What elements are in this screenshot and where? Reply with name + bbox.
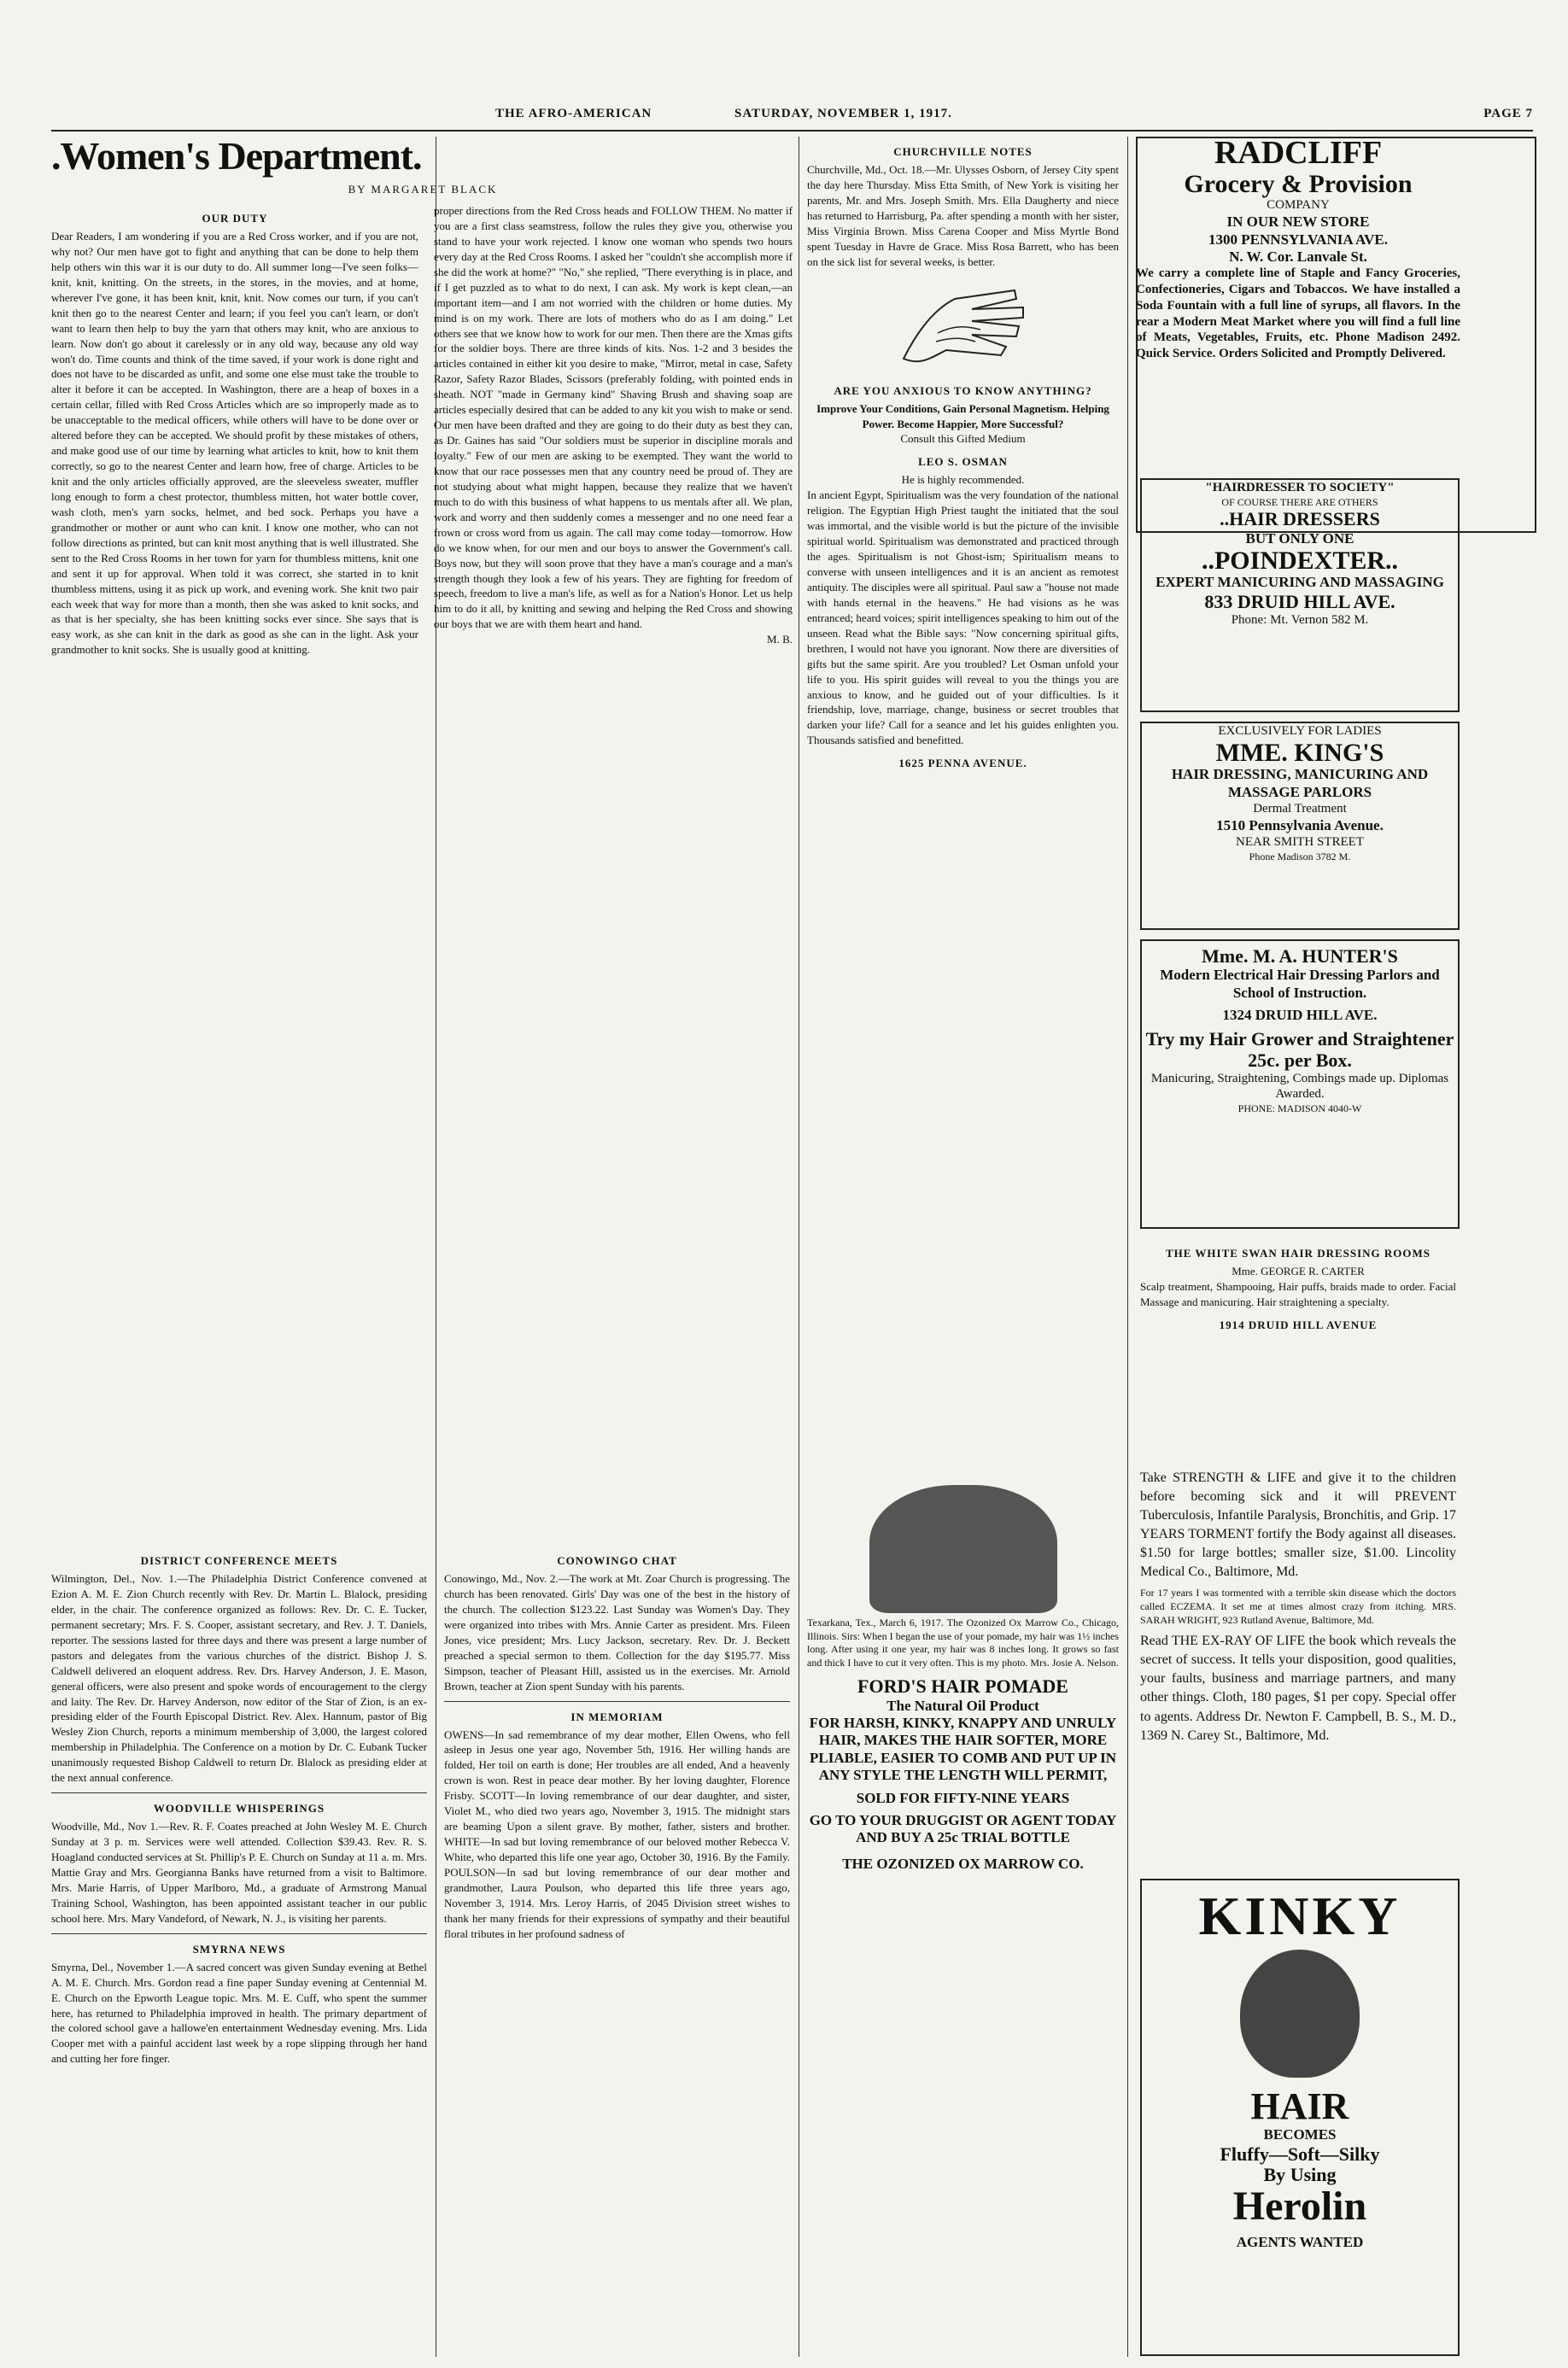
column-2-news — [444, 1546, 790, 2357]
osman-note: He is highly recommended. — [901, 473, 1025, 487]
hunter-svc: Manicuring, Straightening, Combings made up. Diplomas Awarded. — [1150, 1071, 1449, 1102]
herolin-using: Using — [1290, 2163, 1337, 2185]
king-near: NEAR SMITH STREET — [1236, 835, 1364, 850]
strength-xray: Read THE EX-RAY OF LIFE the book which reveals the secret of success. It tells your disposition, good qualities, your faults, business and marriage partners, and many other things. Cloth, 180 pages, $1 per copy. Special offer to agents. Address Dr. Newton F. Campbell, B. S., M. D., 1369 N. Carey St., Baltimore, Md. — [1140, 1634, 1456, 1743]
column-3-top — [807, 137, 1119, 1469]
whiteswan-name: Mme. GEORGE R. CARTER — [1232, 1265, 1365, 1278]
womens-department — [51, 137, 794, 1520]
page-number: PAGE 7 — [1483, 107, 1533, 120]
memoriam-title: IN MEMORIAM — [570, 1710, 664, 1723]
hunter-sub: Modern Electrical Hair Dressing Parlors and School of Instruction. — [1160, 967, 1440, 1001]
king-phone: Phone Madison 3782 M. — [1249, 850, 1351, 862]
poindexter-tag2: OF COURSE THERE ARE OTHERS — [1221, 495, 1378, 508]
ozonized-years: SOLD FOR FIFTY-NINE YEARS — [856, 1789, 1070, 1806]
poindexter-tag: "HAIRDRESSER TO SOCIETY" — [1205, 481, 1395, 494]
poindexter-svc: EXPERT MANICURING AND MASSAGING — [1156, 574, 1444, 591]
herolin-by: By — [1263, 2163, 1286, 2185]
churchville-text: Churchville, Md., Oct. 18.—Mr. Ulysses Osborn, of Jersey City spent the day here Thursday. Miss Etta Smith, of New York is visiting her parents, Mr. and Mrs. Joseph Smith. Mrs. Ella Daugherty and niece has returned to Harrisburg, Pa. after spending a month with her sister, Miss Virginia Brown. Miss Carena Cooper and Miss Myrtle Bond spent Tuesday in Havre de Grace. Miss Rosa Barrett, who has been on the sick list for several weeks, is better. — [807, 163, 1119, 268]
herolin-name: Herolin — [1232, 2184, 1367, 2230]
whiteswan-ad — [1140, 1238, 1456, 1460]
paper-name: THE AFRO-AMERICAN — [495, 107, 652, 120]
king-derm: Dermal Treatment — [1253, 802, 1347, 816]
radcliff-store: IN OUR NEW STORE — [1226, 213, 1370, 231]
radcliff-title: RADCLIFF — [1214, 137, 1383, 171]
osman-address: 1625 PENNA AVENUE. — [898, 757, 1027, 770]
hunter-addr: 1324 DRUID HILL AVE. — [1222, 1006, 1378, 1023]
womens-byline: BY MARGARET BLACK — [348, 183, 498, 196]
whiteswan-title: THE WHITE SWAN HAIR DRESSING ROOMS — [1165, 1247, 1431, 1260]
osman-sub: Improve Your Conditions, Gain Personal Magnetism. Helping Power. Become Happier, More Successful? — [816, 401, 1109, 430]
palm-hand-icon — [886, 273, 1040, 376]
radcliff-text: We carry a complete line of Staple and Fancy Groceries, Confectioneries, Cigars and Tobaccos. We have installed a Soda Fountain with a full line of syrups, all flavors. In the rear a Modern Meat Market where you will find a full line of Meats, Vegetables, Fruits, etc. Phone Madison 2492. Quick Service. Orders Solicited and Promptly Delivered. — [1136, 266, 1460, 361]
herolin-hair: HAIR — [1250, 2085, 1349, 2128]
herolin-fluffy: Fluffy—Soft—Silky — [1220, 2143, 1380, 2165]
ozonized-pitch: FOR HARSH, KINKY, KNAPPY AND UNRULY HAIR, MAKES THE HAIR SOFTER, MORE PLIABLE, EASIER TO COMB AND PUT UP IN ANY STYLE THE LENGTH WILL PERMIT, — [809, 1714, 1117, 1784]
herolin-agents: AGENTS WANTED — [1236, 2233, 1364, 2250]
poindexter-phone: Phone: Mt. Vernon 582 M. — [1231, 613, 1369, 627]
poindexter-name: ..POINDEXTER.. — [1201, 546, 1399, 575]
radcliff-title2: Grocery & Provision — [1184, 169, 1413, 198]
radcliff-address: 1300 PENNSYLVANIA AVE. — [1208, 231, 1388, 248]
osman-title: ARE YOU ANXIOUS TO KNOW ANYTHING? — [834, 383, 1092, 397]
hunter-name: Mme. M. A. HUNTER'S — [1202, 945, 1398, 967]
district-text: Wilmington, Del., Nov. 1.—The Philadelphia District Conference convened at Ezion A. M. E. Zion Church recently with Rev. Dr. Martin L. Blalock, presiding elder, in the chair. The conference organized as follows: Rev. Dr. C. E. Tucker, permanent secretary; Mrs. F. S. Cooper, assistant secretary, and Rev. J. T. Daniels, reporter. The sessions lasted for three days and there was present a large number of pastors and delegates from the various churches of the district. Bishop J. S. Caldwell delivered an eloquent address. Rev. Drs. Harvey Anderson, J. E. Mason, general officers, were also present and spoke words of encouragement to the clergy and laity. The Rev. Dr. Harvey Anderson, now editor of the Star of Zion, is an ex-presiding elder of the Fourth Episcopal District. Rev. Alex. Hannum, pastor of Big Wesley Zion Church, reports a minimum membership of 3,000, the largest colored membership in Philadelphia. The Conference on a motion by Dr. C. Eubank Tucker unanimously requested Bishop Caldwell to return Dr. Blalock as presiding elder at the next annual conference. — [51, 1572, 427, 1785]
king-svc: HAIR DRESSING, MANICURING AND MASSAGE PARLORS — [1171, 766, 1429, 800]
ozonized-cta: GO TO YOUR DRUGGIST OR AGENT TODAY AND BUY A 25c TRIAL BOTTLE — [809, 1811, 1117, 1846]
ozonized-sub: The Natural Oil Product — [886, 1697, 1039, 1714]
king-tag: EXCLUSIVELY FOR LADIES — [1218, 724, 1382, 738]
whiteswan-text: Scalp treatment, Shampooing, Hair puffs, braids made to order. Facial Massage and manicuring. Hair straightening a specialty. — [1140, 1279, 1456, 1308]
strength-testimony: For 17 years I was tormented with a terrible skin disease which the doctors called ECZEMA. It set me at times almost crazy from itching. MRS. SARAH WRIGHT, 923 Rutland Avenue, Baltimore, Md. — [1140, 1587, 1456, 1626]
osman-name: LEO S. OSMAN — [918, 455, 1008, 469]
king-ad — [1140, 722, 1460, 930]
ozonized-title: FORD'S HAIR POMADE — [857, 1675, 1068, 1698]
hunter-pitch: Try my Hair Grower and Straightener 25c. per Box. — [1145, 1028, 1454, 1071]
smyrna-text: Smyrna, Del., November 1.—A sacred concert was given Sunday evening at Bethel A. M. E. Church. Mrs. Gordon read a fine paper Sunday evening at Centennial M. E. Church on the Epworth League topic. Mrs. M. E. Cuff, who spent the summer here, has returned to Philadelphia improved in health. The primary department of the colored school gave a hallowe'en entertainment Wednesday evening. Mrs. Lida Cooper met with a painful accident last week by a rope slipping through her hand and cutting her fore finger. — [51, 1960, 427, 2066]
womens-text-2: proper directions from the Red Cross heads and FOLLOW THEM. No matter if you are a first class seamstress, follow the rules they give you, otherwise you stand to have your work rejected. I know one woman who spends two hours every day at the Red Cross Rooms. I asked her "couldn't she accomplish more if she did the work at home?" "No," she replied, "There everything is in place, and if I get puzzled as to what to do next, I can ask. My work is kept clean,—an important item—and I am not worried with the children or home duties. My mind is on my work. There are lots of mothers who do as I am doing." Let others see that we know how to work for our men. Then there are the Xmas gifts for the soldier boys. There are three kinds of kits. Nos. 1-2 and 3 besides the articles contained in either kit you desire to make, "Mirror, metal in case, Safety Razor, Safety Razor Blades, Scissors (preferably folding, with pointed ends in sheath. NOT "made in Germany kind" Shaving Brush and shaving soap are articles especially desired that can be added to any kit you wish to make or send. Our men have been drafted and they are going to do their duty as best they can, as Dr. Gaines has said "Our soldiers must be superior in discipline morals and loyalty." Few of our men are asking to be exempted. They want the world to know that our race possesses men that any country need be proud of. They are not studying about what might happen, because they realize that we haven't much to do with this business of what happens to us mentals after all. We plan, work and worry and then suddenly comes a messenger and no one need fear a frown or cross word from us again. The call may come today—tomorrow. How do we know when, for our men and our boys to answer the Government's call. Boys now, but they will soon prove that they have a man's courage and a man's strength though they look a few of his years. They are fighting for freedom of speech, freedom to live a man's life, as well as for a Nation's Honor. Let us help him to do it all, by knitting and sewing and helping the Red Cross and showing our boys that we are with them heart and hand. — [434, 204, 793, 631]
page-header — [51, 107, 1533, 131]
district-title: DISTRICT CONFERENCE MEETS — [140, 1554, 338, 1567]
testimonial-portrait — [869, 1485, 1057, 1613]
whiteswan-addr: 1914 DRUID HILL AVENUE — [1219, 1318, 1378, 1331]
conowingo-title: CONOWINGO CHAT — [557, 1554, 677, 1567]
woodville-text: Woodville, Md., Nov 1.—Rev. R. F. Coates preached at John Wesley M. E. Church Sunday at 3 p. m. Services were well attended. Collection $39.43. Rev. R. S. Hoagland conducted services at St. Phillip's P. E. Church on Sunday at 11 a. m. Mrs. Mattie Gray and Mrs. Georgianna Banks have returned from a visit to Baltimore. Mrs. Marie Harris, of Upper Marlboro, Md., a graduate of Armstrong Manual Training School, Washington, has been appointed assistant teacher in our public school here. Mrs. Mary Vandeford, of Newark, N. J., is visiting her parents. — [51, 1820, 427, 1925]
hunter-ad — [1140, 939, 1460, 1229]
woodville-title: WOODVILLE WHISPERINGS — [153, 1802, 325, 1815]
strength-text: Take STRENGTH & LIFE and give it to the children before becoming sick and it will PREVENT Tuberculosis, Infantile Paralysis, Bronchitis, and Grip. 17 YEARS TORMENT fortify the Body against all diseases. $1.50 for large bottles; smaller size, $1.00. Lincolity Medical Co., Baltimore, Md. — [1140, 1470, 1456, 1580]
radcliff-corner: N. W. Cor. Lanvale St. — [1229, 248, 1367, 265]
radcliff-company: COMPANY — [1267, 198, 1330, 213]
womens-title: .Women's Department. — [51, 137, 422, 178]
poindexter-h1: ..HAIR DRESSERS — [1220, 508, 1380, 530]
issue-date: SATURDAY, NOVEMBER 1, 1917. — [734, 107, 952, 120]
poindexter-addr: 833 DRUID HILL AVE. — [1204, 590, 1395, 612]
ozonized-testimonial: Texarkana, Tex., March 6, 1917. The Ozonized Ox Marrow Co., Chicago, Illinois. Sirs: When I began the use of your pomade, my hair was 1½ inches long. After using it one year, my hair was 8 inches long. It grows so fast and thick I have to cut it very often. This is my photo. Mrs. Josie A. Nelson. — [807, 1617, 1119, 1669]
conowingo-text: Conowingo, Md., Nov. 2.—The work at Mt. Zoar Church is progressing. The church has been renovated. Girls' Day was one of the best in the history of the church. The collection $123.22. Last Sunday was Women's Day. They were organized into tribes with Mrs. Annie Carter as president. Mrs. Fileen Jones, vice president; Mrs. Lucy Jackson, secretary. Rev. Dr. J. Beckett preached a special sermon to them. Collection for the day $195.77. Miss Simpson, teacher of Pleasant Hill, assisted us in the exercises. Mr. Arnold Brown, teacher at Zion spent Sunday with his parents. — [444, 1572, 790, 1693]
smyrna-title: SMYRNA NEWS — [192, 1942, 286, 1956]
womens-text: Dear Readers, I am wondering if you are a Red Cross worker, and if you are not, why not? Our men have got to fight and anything that can be done to help them help others win this war it is our duty to do. All summer long—I've seen folks—knit, knit, knitting. On the streets, in the stores, in the movies, and at home, wherever I've gone, it has been knit, knit, knit. Now comes our turn, if you can't knit then go to the nearest Center and learn; if you feel you can't learn, or don't want to learn then help to buy the yarn that others may knit, who are anxious to learn. Now don't go about it carelessly or in any old way, because any old way won't do. Time counts and think of the time saved, if your work is done right and does not have to be discarded as unfit, and some one else must take the trouble to alter it before it can be accepted. In Washington, there are a heap of boxes in a certain cellar, filled with Red Cross Articles which are so improperly made as to be unacceptable to the medical officers, while others will have to be done over or altered before they can be accepted. We should profit by these mistakes of others, and make good use of our time by learning what articles to knit, how to knit them correctly, so go to the nearest Center and learn how, free of charge. Articles to be knit and the only articles officially approved, are the sleeveless sweater, muffler long enough to form a chest protector, thumbless mitten, hot water bottle cover, wash cloth, men's yarn socks, helmet, and bed sock. Perhaps you have a grandmother or mother or aunt who can knit. I know one mother, who can not follow directions as printed, but can knit most anything that is well illustrated. She sent to the Red Cross Rooms in her town for yarn for thumbless mittens, knit one and sent it up for approval. When told it was correct, she started in to knit thumbless mittens, using it as pick up work, and evening work. She knit two pair each week that way for more than a month, then she was asked to knit socks, and as that is her specialty, she has been knitting socks ever since. She says that is easy work, as she can knit in the dark as good as she can in the light. Ask your grandmother to knit socks. She is usually good at knitting. — [51, 230, 418, 657]
womens-section: OUR DUTY — [202, 212, 268, 225]
herolin-becomes: BECOMES — [1263, 2126, 1337, 2143]
king-addr: 1510 Pennsylvania Avenue. — [1216, 816, 1384, 833]
herolin-ad — [1140, 1879, 1460, 2356]
ozonized-ad — [807, 1482, 1119, 2357]
osman-consult: Consult this Gifted Medium — [900, 432, 1026, 446]
churchville-title: CHURCHVILLE NOTES — [893, 145, 1033, 158]
king-name: MME. KING'S — [1215, 738, 1384, 767]
col-divider — [1127, 137, 1128, 2357]
herolin-kinky: KINKY — [1198, 1886, 1401, 1946]
osman-text: In ancient Egypt, Spiritualism was the very foundation of the national religion. The Egyptian High Priest taught the initiated that the soul was immortal, and the visible world is but the picture of the invisible spiritual world. Spiritualism was demonstrated and practiced through the ages. Spiritualism is not Ghost-ism; Spiritualism means to converse with unseen intelligences and it is an ancient as remotest antiquity. The disciples were all spiritual. Paul saw a "house not made with hands eternal in the heavens." He had visions as he was entranced; heard voices; spirit intelligences speaking to him out of the unseen. Read what the Bible says: "Now concerning spiritual gifts, brethren, I would not have you ignorant. Now there are diversities of gifts but the same spirit. Are you troubled? Let Osman unfold your life to you. His spirit guides will reveal to you the things you are anxious to know, and he guided out of your difficulties. Is it friendship, love, marriage, change, business or secret troubles that darken your life? Call for a seance and let his guides enlighten you. Thousands satisfied and benefitted. — [807, 488, 1119, 747]
strength-ad — [1140, 1469, 1456, 1870]
poindexter-h2: BUT ONLY ONE — [1245, 529, 1354, 547]
herolin-portrait — [1240, 1950, 1360, 2078]
header-rule — [51, 130, 1533, 132]
womens-sign: M. B. — [767, 633, 793, 646]
dental-parlors — [1136, 137, 1536, 533]
column-1-news — [51, 1546, 427, 2357]
hunter-phone: PHONE: MADISON 4040-W — [1237, 1102, 1362, 1115]
memoriam-text: OWENS—In sad remembrance of my dear mother, Ellen Owens, who fell asleep in Jesus one year ago, November 5th, 1916. Her willing hands are folded, Her toil on earth is done; Her troubles are all ended, And a heavenly crown is won. Rest in peace dear mother. By her loving daughter, Florence Frisby. SCOTT—In loving remembrance of our dear daughter, and sister, Violet M., who died two years ago, November 3, 1915. The midnight stars are beaming Upon a silent grave. By mother, father, sisters and brother. WHITE—In sad but loving remembrance of our beloved mother Rebecca V. White, who departed this life one year ago, October 30, 1916. By the Family. POULSON—In sad but loving remembrance of our dear mother and grandmother, Laura Poulson, who departed this life three years ago, November 3, 1914. Mrs. Leroy Harris, of 2045 Division street wishes to thank her many friends for their expressions of sympathy and their beautiful floral tributes in her profound sadness of — [444, 1728, 790, 1940]
ozonized-company: THE OZONIZED OX MARROW CO. — [842, 1855, 1084, 1872]
